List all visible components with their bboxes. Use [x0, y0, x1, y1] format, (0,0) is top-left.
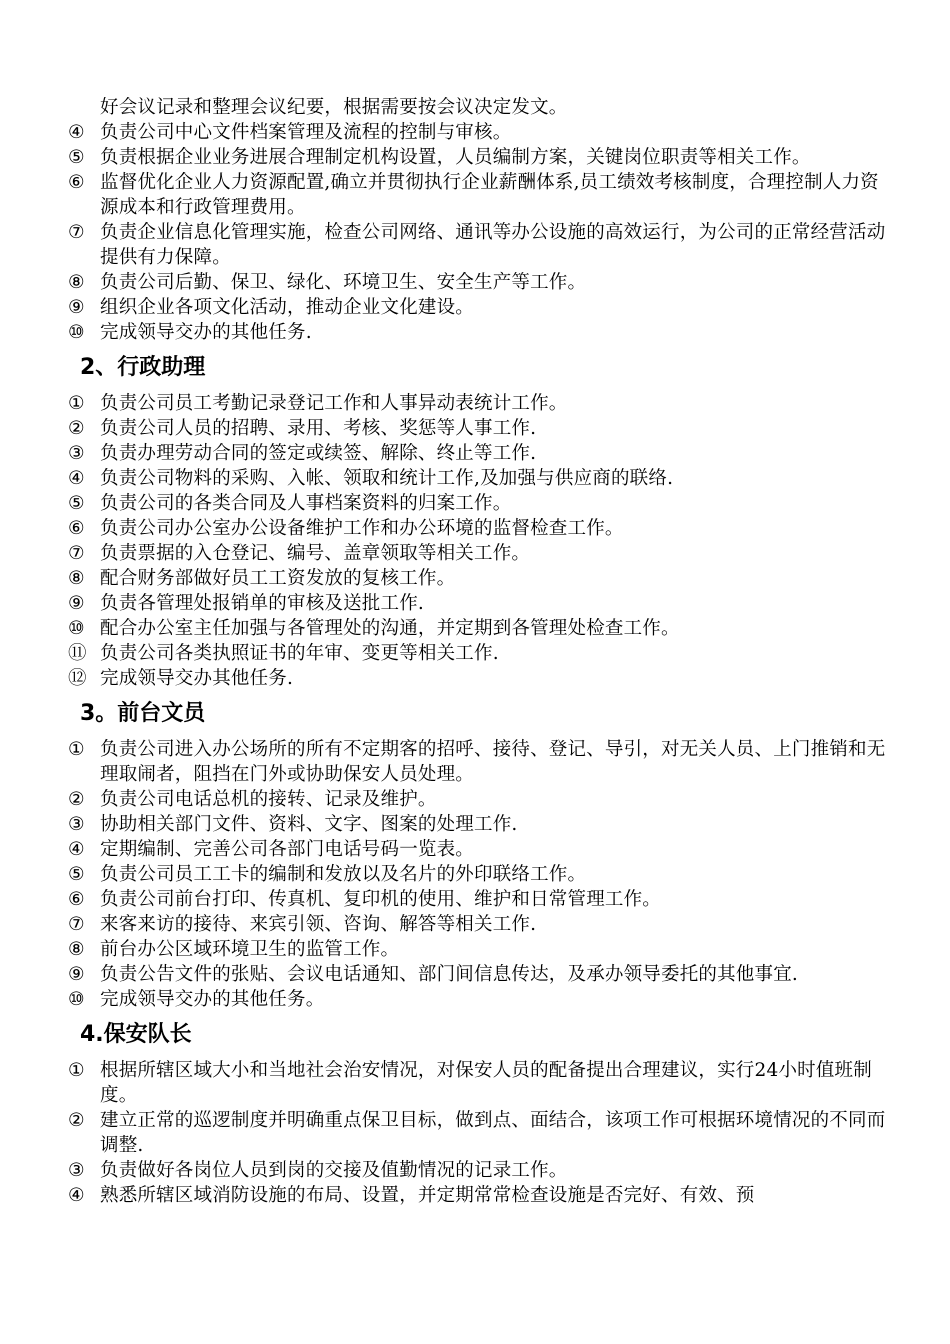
section2-list: [0, 391, 950, 691]
document-page: [0, 95, 950, 1208]
list-item: [0, 1058, 950, 1108]
intro-continuation-line: 好会议记录和整理会议纪要，根据需要按会议决定发文。: [100, 97, 568, 118]
item-text: 负责公司电话总机的接转、记录及维护。: [100, 789, 437, 810]
list-item: [0, 416, 950, 441]
list-item: [0, 737, 950, 787]
item-number: ⑧: [68, 939, 85, 960]
item-number: ⑥: [68, 172, 85, 193]
item-text: 负责根据企业业务进展合理制定机构设置，人员编制方案，关键岗位职责等相关工作。: [100, 147, 811, 168]
item-number: ①: [68, 739, 85, 760]
item-number: ⑨: [68, 297, 85, 318]
section1-list: [0, 120, 950, 345]
item-number: ⑫: [68, 668, 87, 689]
item-text: 负责公司人员的招聘、录用、考核、奖惩等人事工作.: [100, 418, 537, 439]
list-item: [0, 295, 950, 320]
list-item: [0, 862, 950, 887]
list-item: [0, 787, 950, 812]
item-number: ⑥: [68, 889, 85, 910]
section-heading-admin-assistant: 2、行政助理: [80, 355, 206, 380]
item-number: ⑪: [68, 643, 87, 664]
item-text: 根据所辖区域大小和当地社会治安情况，对保安人员的配备提出合理建议，实行24小时值班制度。: [100, 1060, 872, 1106]
section-heading-security-captain: 4.保安队长: [80, 1022, 192, 1047]
list-item: [0, 170, 950, 220]
item-number: ①: [68, 1060, 85, 1081]
list-item: [0, 566, 950, 591]
item-number: ③: [68, 1160, 85, 1181]
item-text: 负责公司中心文件档案管理及流程的控制与审核。: [100, 122, 512, 143]
list-item: [0, 616, 950, 641]
item-number: ②: [68, 1110, 85, 1131]
item-number: ④: [68, 122, 85, 143]
item-number: ⑥: [68, 518, 85, 539]
list-item: [0, 145, 950, 170]
item-number: ⑦: [68, 914, 85, 935]
list-item: [0, 320, 950, 345]
item-number: ⑩: [68, 618, 85, 639]
item-text: 负责公司前台打印、传真机、复印机的使用、维护和日常管理工作。: [100, 889, 662, 910]
item-text: 监督优化企业人力资源配置,确立并贯彻执行企业薪酬体系,员工绩效考核制度，合理控制人力资源成本和行政管理费用。: [100, 172, 879, 218]
item-text: 负责公司后勤、保卫、绿化、环境卫生、安全生产等工作。: [100, 272, 587, 293]
item-number: ①: [68, 393, 85, 414]
item-number: ④: [68, 839, 85, 860]
list-item: [0, 887, 950, 912]
item-number: ④: [68, 468, 85, 489]
section4-list: [0, 1058, 950, 1208]
section3-list: [0, 737, 950, 1012]
list-item: [0, 541, 950, 566]
list-item: [0, 987, 950, 1012]
item-text: 负责公司员工工卡的编制和发放以及名片的外印联络工作。: [100, 864, 587, 885]
list-item: [0, 641, 950, 666]
item-text: 负责各管理处报销单的审核及送批工作.: [100, 593, 424, 614]
list-item: [0, 1108, 950, 1158]
item-text: 负责公司物料的采购、入帐、领取和统计工作,及加强与供应商的联络.: [100, 468, 674, 489]
list-item: [0, 466, 950, 491]
item-text: 协助相关部门文件、资料、文字、图案的处理工作.: [100, 814, 518, 835]
item-number: ③: [68, 443, 85, 464]
item-text: 负责公告文件的张贴、会议电话通知、部门间信息传达，及承办领导委托的其他事宜.: [100, 964, 798, 985]
list-item: [0, 912, 950, 937]
item-number: ⑦: [68, 543, 85, 564]
item-number: ⑨: [68, 964, 85, 985]
list-item: [0, 962, 950, 987]
item-number: ⑩: [68, 989, 85, 1010]
list-item: [0, 1158, 950, 1183]
item-text: 负责做好各岗位人员到岗的交接及值勤情况的记录工作。: [100, 1160, 568, 1181]
list-item: [0, 666, 950, 691]
item-number: ⑧: [68, 272, 85, 293]
item-text: 配合财务部做好员工工资发放的复核工作。: [100, 568, 456, 589]
item-number: ⑧: [68, 568, 85, 589]
item-number: ⑤: [68, 493, 85, 514]
item-number: ②: [68, 418, 85, 439]
item-text: 负责公司各类执照证书的年审、变更等相关工作.: [100, 643, 499, 664]
list-item: [0, 516, 950, 541]
list-item: [0, 391, 950, 416]
item-text: 定期编制、完善公司各部门电话号码一览表。: [100, 839, 475, 860]
item-text: 负责企业信息化管理实施，检查公司网络、通讯等办公设施的高效运行，为公司的正常经营活动提供有力保障。: [100, 222, 886, 268]
item-text: 负责公司员工考勤记录登记工作和人事异动表统计工作。: [100, 393, 568, 414]
item-number: ⑤: [68, 147, 85, 168]
list-item: [0, 812, 950, 837]
item-number: ②: [68, 789, 85, 810]
item-number: ④: [68, 1185, 85, 1206]
item-text: 组织企业各项文化活动，推动企业文化建设。: [100, 297, 475, 318]
list-item: [0, 937, 950, 962]
item-text: 前台办公区域环境卫生的监管工作。: [100, 939, 400, 960]
item-number: ③: [68, 814, 85, 835]
item-text: 来客来访的接待、来宾引领、咨询、解答等相关工作.: [100, 914, 537, 935]
item-text: 负责公司的各类合同及人事档案资料的归案工作。: [100, 493, 512, 514]
list-item: [0, 441, 950, 466]
item-text: 负责办理劳动合同的签定或续签、解除、终止等工作.: [100, 443, 537, 464]
item-text: 负责公司办公室办公设备维护工作和办公环境的监督检查工作。: [100, 518, 624, 539]
section-heading-front-desk: 3。前台文员: [80, 701, 206, 726]
list-item: [0, 120, 950, 145]
item-text: 配合办公室主任加强与各管理处的沟通，并定期到各管理处检查工作。: [100, 618, 680, 639]
list-item: [0, 270, 950, 295]
item-text: 负责公司进入办公场所的所有不定期客的招呼、接待、登记、导引，对无关人员、上门推销和无理取闹者，阻挡在门外或协助保安人员处理。: [100, 739, 886, 785]
item-number: ⑦: [68, 222, 85, 243]
item-text: 完成领导交办的其他任务.: [100, 322, 312, 343]
list-item: [0, 220, 950, 270]
list-item: [0, 837, 950, 862]
item-number: ⑤: [68, 864, 85, 885]
item-text: 熟悉所辖区域消防设施的布局、设置，并定期常常检查设施是否完好、有效、预: [100, 1185, 755, 1206]
item-text: 完成领导交办其他任务.: [100, 668, 294, 689]
item-number: ⑨: [68, 593, 85, 614]
list-item: [0, 491, 950, 516]
item-text: 负责票据的入仓登记、编号、盖章领取等相关工作。: [100, 543, 531, 564]
list-item: [0, 1183, 950, 1208]
item-text: 完成领导交办的其他任务。: [100, 989, 325, 1010]
item-number: ⑩: [68, 322, 85, 343]
list-item: [0, 591, 950, 616]
item-text: 建立正常的巡逻制度并明确重点保卫目标，做到点、面结合，该项工作可根据环境情况的不同而调整.: [100, 1110, 886, 1156]
